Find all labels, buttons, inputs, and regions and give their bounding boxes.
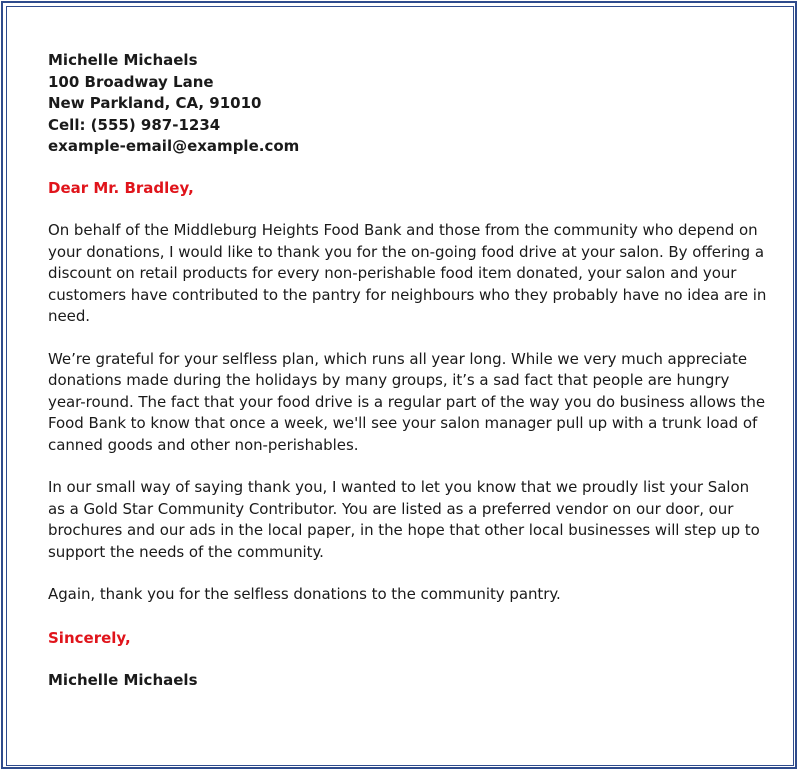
signature: Michelle Michaels xyxy=(48,671,198,689)
sender-email: example-email@example.com xyxy=(48,137,300,155)
paragraph-1: On behalf of the Middleburg Heights Food Bank and those from the community who depend on your donations, I would like to thank you for the on-going food drive at your salon. By offering a discount on retail products for every non-perishable food item donated, your salon and your customers have contributed to the pantry for neighbours who they probably have no idea are in need. xyxy=(48,221,767,325)
salutation: Dear Mr. Bradley, xyxy=(48,178,194,197)
paragraph-2: We’re grateful for your selfless plan, which runs all year long. While we very much appreciate donations made during the holidays by many groups, it’s a sad fact that people are hungry year-round. The fact that your food drive is a regular part of the way you do business allows the Food Bank to know that once a week, we'll see your salon manager pull up with a trunk load of canned goods and other non-perishables. xyxy=(48,349,766,454)
letter-body xyxy=(48,50,768,692)
sender-address-line2: New Parkland, CA, 91010 xyxy=(48,94,262,112)
sender-block xyxy=(48,50,768,158)
closing: Sincerely, xyxy=(48,628,131,647)
sender-name: Michelle Michaels xyxy=(48,51,198,69)
paragraph-3: In our small way of saying thank you, I wanted to let you know that we proudly list your Salon as a Gold Star Community Contributor. You are listed as a preferred vendor on our door, our brochures and our ads in the local paper, in the hope that other local businesses will step up to support the needs of the community. xyxy=(48,478,760,561)
paragraph-4: Again, thank you for the selfless donations to the community pantry. xyxy=(48,585,561,603)
sender-cell: Cell: (555) 987-1234 xyxy=(48,115,221,134)
sender-address-line1: 100 Broadway Lane xyxy=(48,72,214,91)
